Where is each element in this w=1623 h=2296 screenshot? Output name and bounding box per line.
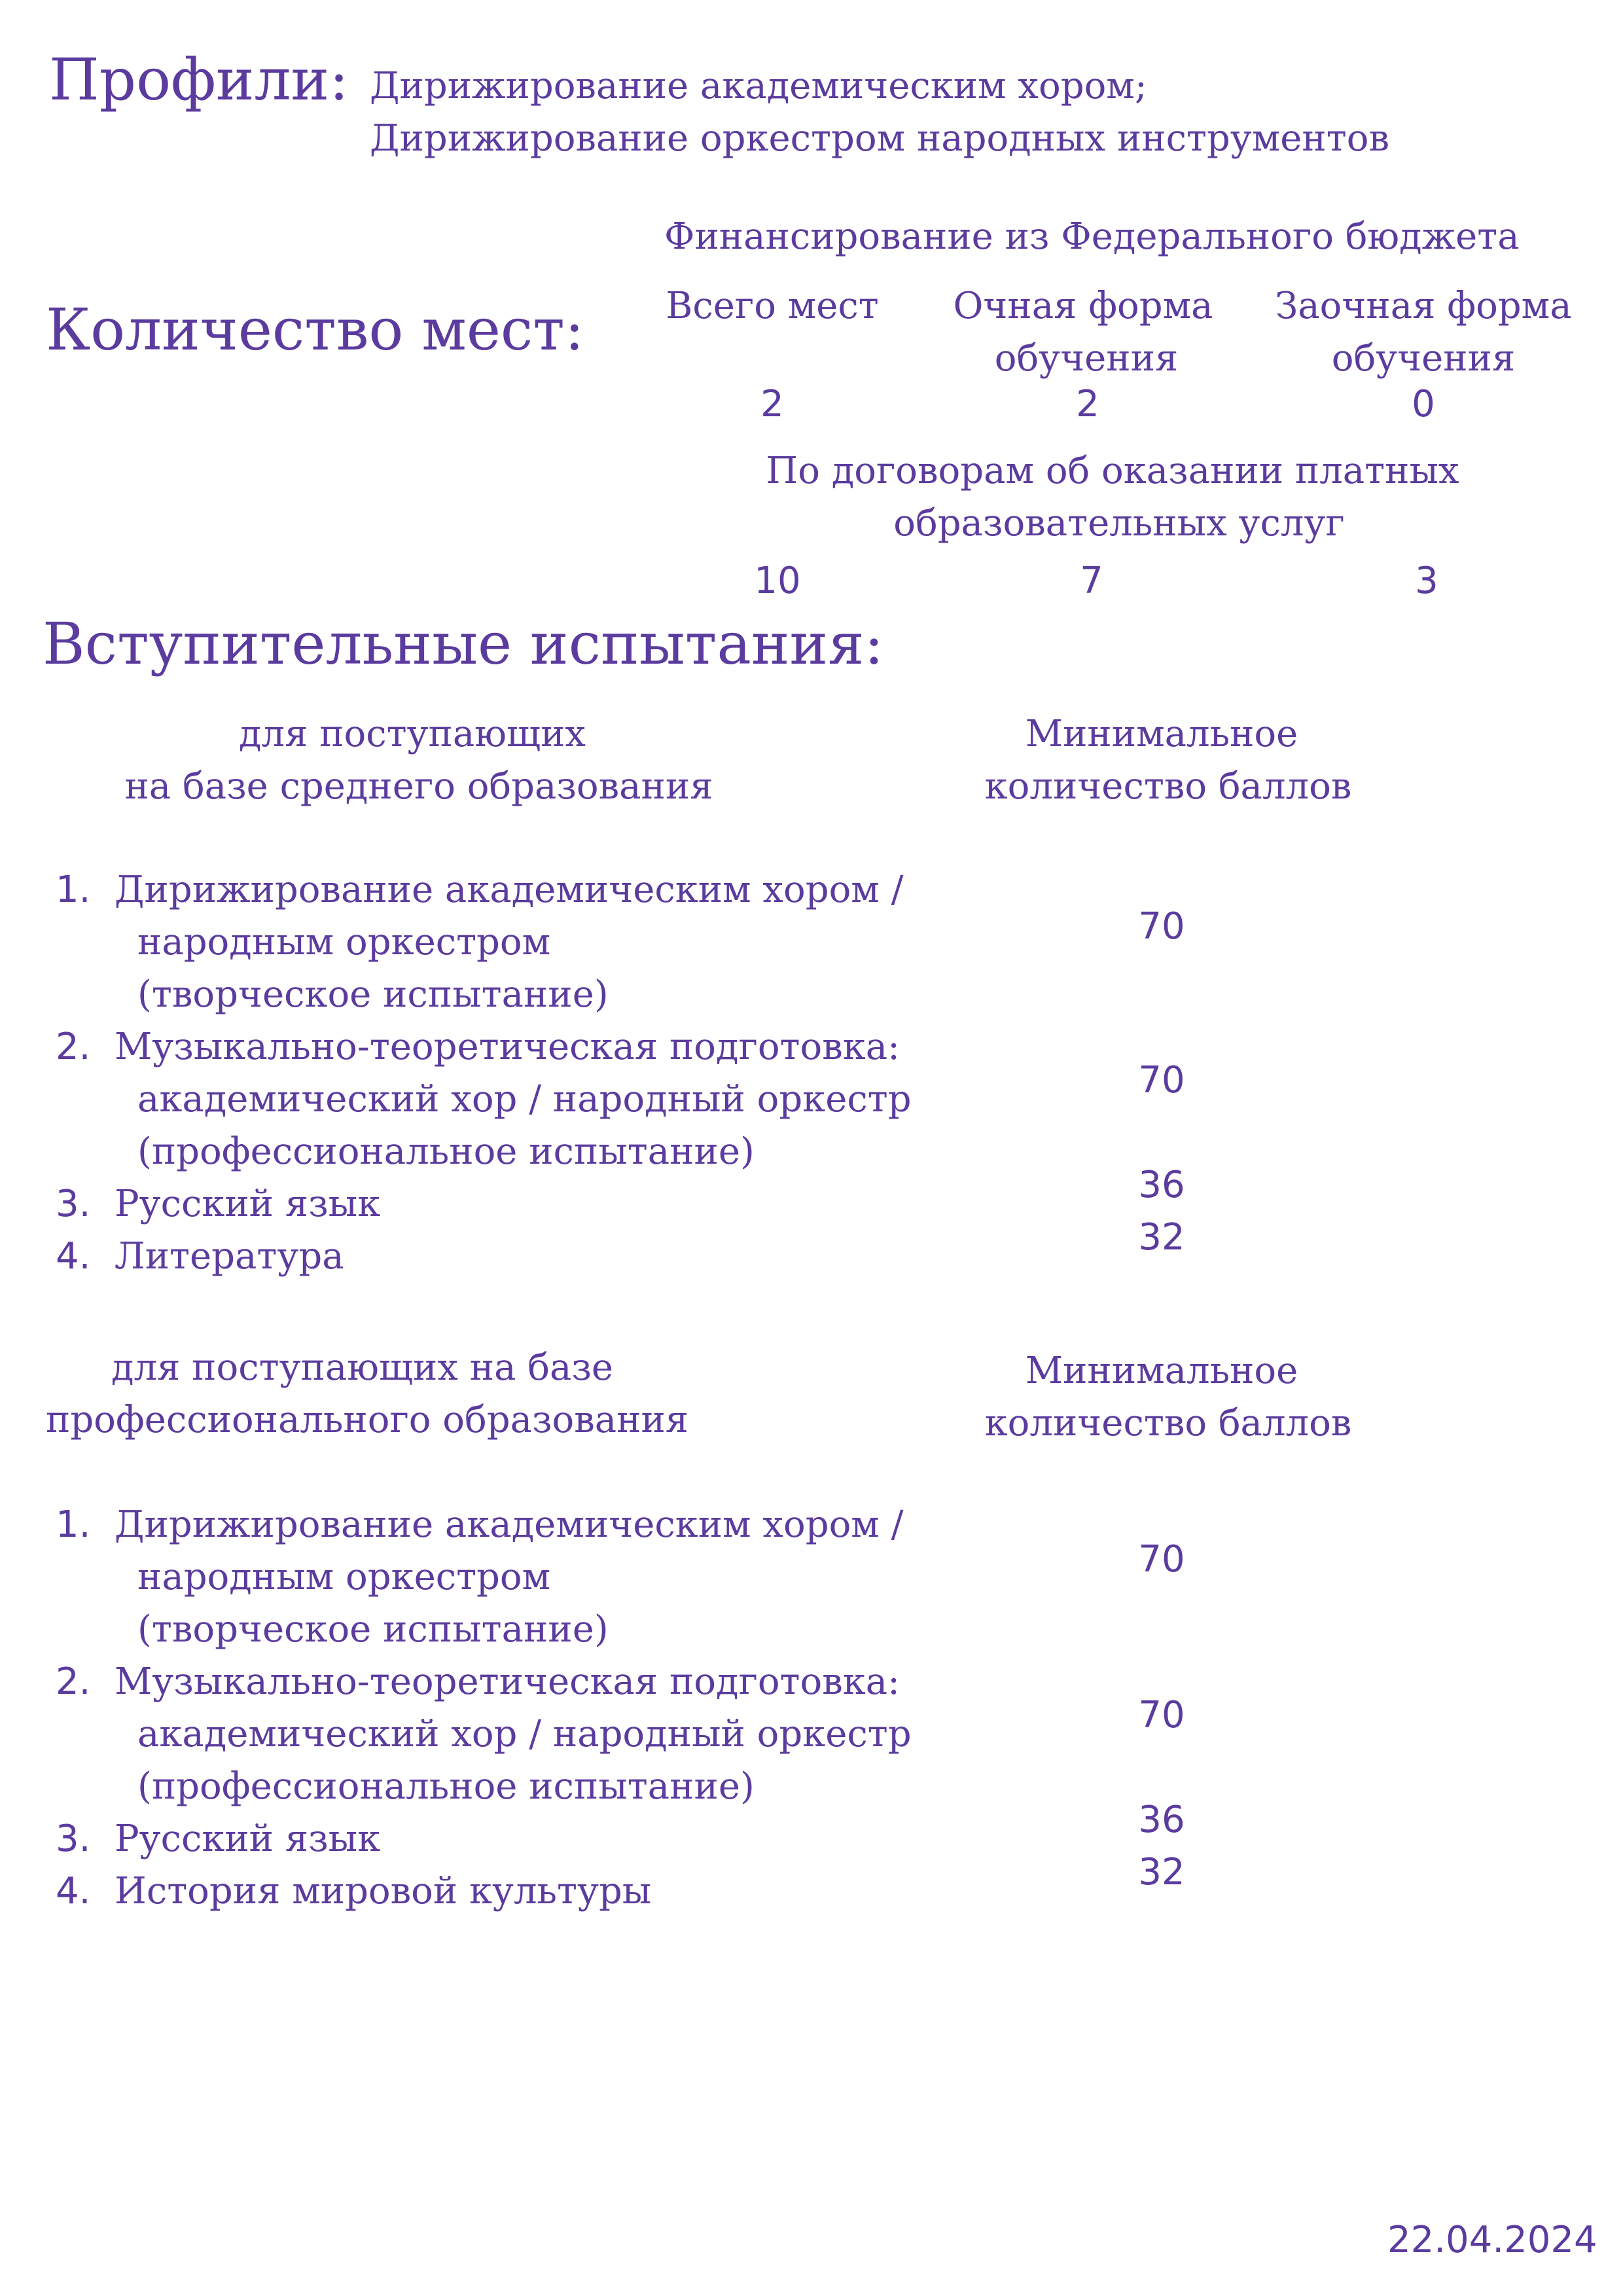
exam-number: 1. [56, 1503, 91, 1546]
paid-parttime-value: 3 [1415, 560, 1438, 602]
exam-line: (профессиональное испытание) [137, 1130, 755, 1173]
section1-min-score-line1: Минимальное [1025, 713, 1298, 755]
exam-number: 2. [56, 1026, 91, 1068]
exam-line: народным оркестром [137, 921, 551, 963]
exam-min-score: 32 [1138, 1216, 1185, 1259]
section2-min-score-line1: Минимальное [1025, 1350, 1298, 1392]
exam-line: Музыкально-теоретическая подготовка: [115, 1026, 901, 1068]
exam-line: (творческое испытание) [137, 1608, 609, 1651]
exam-min-score: 70 [1138, 1694, 1185, 1736]
paid-total-value: 10 [754, 560, 801, 602]
exam-min-score: 70 [1138, 905, 1185, 948]
exam-line: академический хор / народный оркестр [137, 1713, 912, 1755]
exam-line: Русский язык [115, 1818, 381, 1860]
exams-title: Вступительные испытания: [43, 610, 884, 677]
exam-line: Музыкально-теоретическая подготовка: [115, 1660, 901, 1703]
profiles-label: Профили: [49, 46, 349, 113]
exam-line: Дирижирование академическим хором / [115, 1503, 904, 1546]
paid-services-label-line1: По договорам об оказании платных [766, 450, 1459, 492]
column-fulltime-line2: обучения [994, 337, 1179, 380]
exam-line: Русский язык [115, 1183, 381, 1225]
places-title: Количество мест: [46, 296, 584, 363]
federal-parttime-value: 0 [1412, 383, 1435, 425]
federal-fulltime-value: 2 [1076, 383, 1099, 425]
exam-line: народным оркестром [137, 1556, 551, 1598]
section1-heading-line1: для поступающих [239, 713, 586, 755]
exam-min-score: 32 [1138, 1851, 1185, 1893]
column-total-places: Всего мест [666, 285, 879, 327]
federal-total-value: 2 [760, 383, 784, 425]
section1-min-score-line2: количество баллов [984, 765, 1352, 808]
exam-number: 1. [56, 869, 91, 911]
exam-line: Дирижирование академическим хором / [115, 869, 904, 911]
section2-min-score-line2: количество баллов [984, 1402, 1352, 1444]
exam-number: 4. [56, 1870, 91, 1912]
exam-min-score: 70 [1138, 1538, 1185, 1581]
exam-min-score: 70 [1138, 1059, 1185, 1102]
profile-2: Дирижирование оркестром народных инструментов [370, 117, 1389, 160]
column-fulltime-line1: Очная форма [953, 285, 1213, 327]
exam-line: (профессиональное испытание) [137, 1765, 755, 1808]
section2-heading-line1: для поступающих на базе [111, 1346, 614, 1389]
federal-funding-label: Финансирование из Федерального бюджета [664, 215, 1520, 258]
column-parttime-line2: обучения [1331, 337, 1516, 380]
exam-number: 2. [56, 1660, 91, 1703]
exam-line: История мировой культуры [115, 1870, 652, 1912]
exam-number: 4. [56, 1235, 91, 1278]
document-date: 22.04.2024 [1387, 2219, 1597, 2261]
paid-services-label-line2: образовательных услуг [893, 502, 1345, 545]
exam-number: 3. [56, 1183, 91, 1225]
exam-line: Литература [115, 1235, 344, 1278]
column-parttime-line1: Заочная форма [1275, 285, 1572, 327]
exam-min-score: 36 [1138, 1164, 1185, 1206]
profile-1: Дирижирование академическим хором; [370, 65, 1147, 107]
section1-heading-line2: на базе среднего образования [124, 765, 713, 808]
exam-line: (творческое испытание) [137, 973, 609, 1016]
exam-line: академический хор / народный оркестр [137, 1078, 912, 1121]
exam-min-score: 36 [1138, 1799, 1185, 1841]
exam-number: 3. [56, 1818, 91, 1860]
paid-fulltime-value: 7 [1080, 560, 1103, 602]
section2-heading-line2: профессионального образования [46, 1399, 689, 1441]
